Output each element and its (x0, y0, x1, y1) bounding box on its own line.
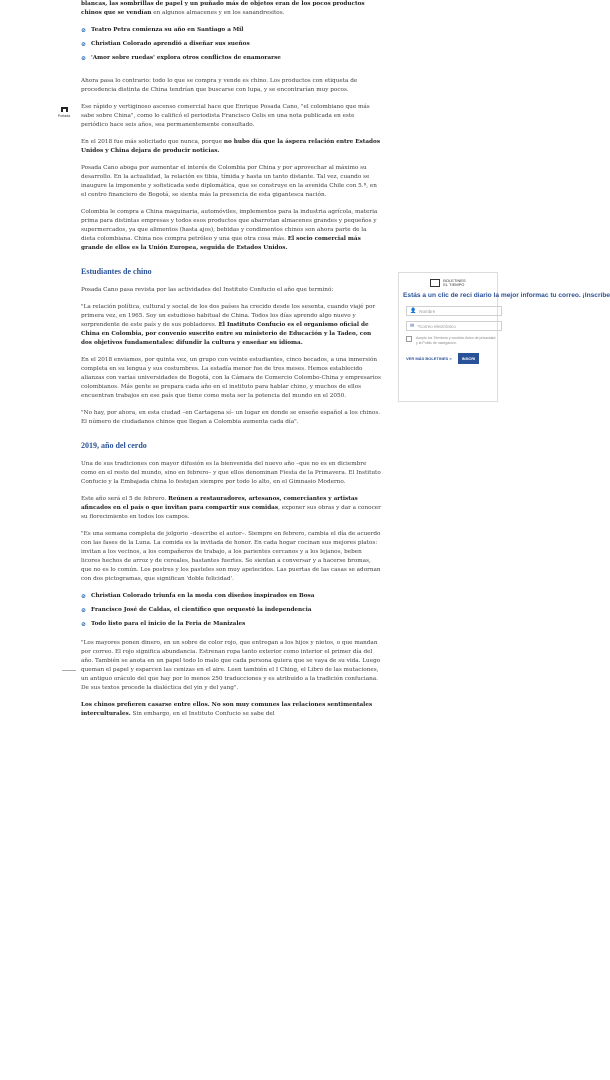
paragraph: Este año será el 5 de febrero. Reúnen a restauradores, artesanos, comerciantes y artistas afincados en el país o que invitan para compartir sus comidas, exponer sus obras y dar a conocer su florecimiento en todos los campos. (81, 496, 381, 520)
related-links-2 (81, 592, 381, 629)
paragraph: "La relación política, cultural y social de los dos países ha crecido desde los sesenta, cuando viajé por primera vez, en 1965. Soy un estudioso habitual de China. Todos los días aprendo algo nuevo y sorprendente de este país y de sus pobladores. El Instituto Confucio es el organismo oficial de China en Colombia, por convenio suscrito entre su ministerio de Educación y la Tadeo, con dos objetivos fundamentales: difundir la cultura y enseñar su idioma. (81, 304, 376, 346)
related-link[interactable]: ⊘ Teatro Petra comienza su año en Santiago a Mil (81, 27, 244, 34)
newsletter-actions (406, 353, 497, 364)
link-icon: ⊘ (81, 27, 87, 34)
user-icon: 👤 (410, 308, 417, 314)
paragraph: Los chinos prefieren casarse entre ellos. No son muy comunes las relaciones sentimentales interculturales. Sin embargo, en el Instituto Confucio se sabe del (81, 702, 373, 717)
newsletter-headline: Estás a un clic de reci diario la mejor informac tu correo. ¡Inscríbe (403, 292, 610, 299)
section-heading: Estudiantes de chino (81, 267, 152, 276)
article-body (81, 0, 381, 727)
consent-row (406, 336, 497, 345)
paragraph: "Los mayores ponen dinero, en un sobre de color rojo, que entregan a los hijos y nietos, o que mandan por correo. El rojo significa abundancia. Estrenan ropa tanto exterior como interior el primer día del año. También se anota en un papel todo lo malo que cada persona quiera que se vaya de su vida. Luego queman el papel y esparcen las cenizas en el aire. Leen también el I Ching, el Libro de las mutaciones, un antiguo oráculo del que hay por lo menos 250 traducciones y es atribuido a la tradición confuciana. De sus textos procede la dialéctica del yin y del yang". (81, 640, 381, 691)
name-field[interactable]: 👤 Nombre (406, 306, 502, 316)
paragraph: Ahora pasa lo contrario: todo lo que se compra y vende es chino. Los productos con etiqueta de procedencia distinta de China tendrían que buscarse con lupa, y se encontrarían muy pocos. (81, 78, 358, 93)
link-icon: ⊘ (81, 621, 87, 628)
link-icon: ⊘ (81, 55, 87, 62)
newsletter-logo-icon (430, 279, 440, 287)
subscribe-button[interactable]: INSCRI (458, 353, 480, 364)
link-icon: ⊘ (81, 593, 87, 600)
paragraph: Posada Cano aboga por aumentar el interés de Colombia por China y por aprovechar al máximo su desarrollo. En la actualidad, la relación es tibia, tímida y hasta un tanto distante. Tal vez, cuando se inaugure la imponente y sofisticada sede diplomática, que se construye en la avenida Chile con 5.ª, en el centro financiero de Bogotá, se sienta más la presencia de esta gigantesca nación. (81, 165, 377, 198)
intro-paragraph (81, 0, 381, 18)
related-link[interactable]: ⊘ Christian Colorado triunfa en la moda con diseños inspirados en Bosa (81, 593, 315, 600)
paragraph: "Es una semana completa de jolgorio –describe el autor–. Siempre en febrero, cambia el día de acuerdo con las fases de la Luna. La comida es la invitada de honor. En cada hogar cocinan sus mejores platos: invitan a los vecinos, a los compañeros de trabajo, a los parientes cercanos y a los lejanos, beben licores hechos de arroz y de cereales, bastantes fuertes. Se sientan a conversar y a hacerse bromas, que no es lo común. Los postres y los pasteles son muy apetecidos. Las puertas de las casas se adornan con dos pictogramas, que significan 'doble felicidad'. (81, 531, 381, 582)
consent-checkbox[interactable] (406, 336, 412, 342)
left-divider (62, 670, 76, 671)
related-link[interactable]: ⊘ 'Amor sobre ruedas' explora otros conflictos de enamorarse (81, 55, 281, 62)
paragraph: "No hay, por ahora, en esta ciudad –en Cartagena sí– un lugar en donde se enseñe español a los chinos. El número de ciudadanos chinos que llegan a Colombia aumenta cada día". (81, 410, 381, 425)
portada-icon (61, 107, 68, 112)
newsletter-logo: BOLETINES EL TIEMPO (399, 279, 497, 287)
related-link[interactable]: ⊘ Francisco José de Caldas, el científico que orquestó la independencia (81, 607, 312, 614)
link-icon: ⊘ (81, 41, 87, 48)
newsletter-widget (398, 272, 610, 402)
intro-rest: en algunos almacenes y en los sanandresitos. (151, 10, 285, 16)
paragraph: En el 2018 enviamos, por quinta vez, un grupo con veinte estudiantes, cinco becados, a una inmersión completa en su lengua y sus costumbres. La estadía menor fue de tres meses. Hemos establecido alianzas con varias universidades de Bogotá, con la Cámara de Comercio Colombo-China y empresarios colombianos. Más gente se prepara cada año en el instituto para hablar chino, y muchos de ellos encuentran trabajos en ese país que tiene como meta ser la potencia del mundo en el 2050. (81, 357, 381, 399)
paragraph: Colombia le compra a China maquinaria, automóviles, implementos para la industria agrícola, materia prima para distintas empresas y todos esos productos que abarrotan almacenes grandes y pequeños y supermercados, ya que alimentos (hasta ajos), bebidas y condimentos chinos son ahora parte de la dieta colombiana. China nos compra petróleo y una que otra cosa más. El socio comercial más grande de ellos es la Unión Europea, seguida de Estados Unidos. (81, 209, 378, 251)
email-field[interactable]: ✉ *Correo electrónico (406, 321, 502, 331)
related-link[interactable]: ⊘ Todo listo para el inicio de la Feria de Manizales (81, 621, 246, 628)
paragraph: En el 2018 fue más solicitado que nunca, porque no hubo día que la áspera relación entre Estados Unidos y China dejara de producir noticias. (81, 139, 381, 154)
link-icon: ⊘ (81, 607, 87, 614)
related-links-1 (81, 26, 381, 63)
paragraph: Ese rápido y vertiginoso ascenso comercial hace que Enrique Posada Cano, "el colombiano que más sabe sobre China", como lo calificó el periodista Francisco Celis en una nota publicada en este periódico hace seis años, sea permanentemente consultado. (81, 104, 370, 128)
more-newsletters-link[interactable]: VER MÁS BOLETINES > (406, 356, 452, 361)
portada-badge[interactable] (55, 107, 73, 118)
intro-bold: blancas, las sombrillas de papel y un puñado más de objetos eran de los pocos productos chinos que se vendían (81, 1, 365, 16)
paragraph: Posada Cano pasa revista por las actividades del Instituto Confucio el año que terminó: (81, 287, 334, 293)
envelope-icon: ✉ (410, 323, 415, 329)
paragraph: Una de sus tradiciones con mayor difusión es la bienvenida del nuevo año –que no es en diciembre como en el resto del mundo, sino en febrero– y que ellos denominan Fiesta de la Primavera. El Instituto Confucio y la Embajada china lo festejan siempre por todo lo alto, en el Gimnasio Moderno. (81, 461, 381, 485)
related-link[interactable]: ⊘ Christian Colorado aprendió a diseñar sus sueños (81, 41, 250, 48)
portada-label: Portada (57, 114, 71, 118)
consent-text: Acepto los Términos y condicio Aviso de privacidad y la Polític de navegación. (416, 336, 496, 345)
section-heading: 2019, año del cerdo (81, 441, 147, 450)
